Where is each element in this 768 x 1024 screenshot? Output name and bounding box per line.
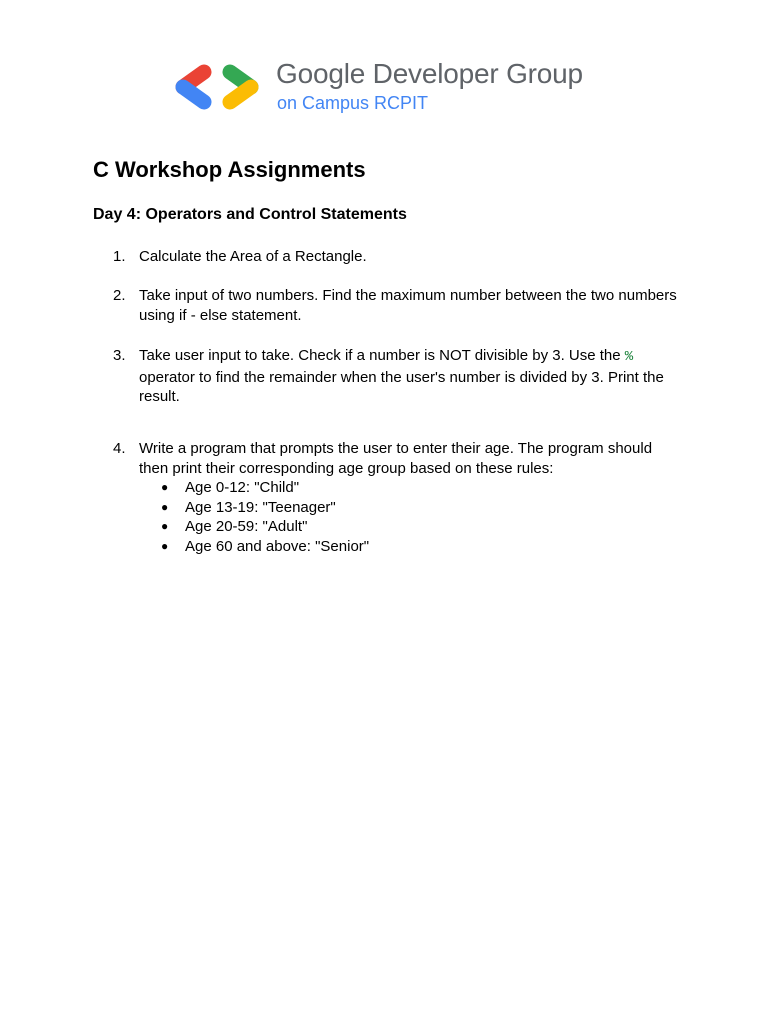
item-text: Write a program that prompts the user to enter their age. The program should then print their corresponding age group based on these rules: xyxy=(139,440,653,477)
header xyxy=(171,58,611,114)
list-item xyxy=(113,346,683,407)
item-number: 2. xyxy=(113,287,126,304)
item-number: 3. xyxy=(113,347,126,364)
bullet-text: Age 0-12: "Child" xyxy=(185,479,300,496)
item-text-after: operator to find the remainder when the user's number is divided by 3. Print the result. xyxy=(139,368,664,405)
brand-title: Google Developer Group xyxy=(276,58,583,89)
item-text: Calculate the Area of a Rectangle. xyxy=(139,248,367,265)
section-heading: Day 4: Operators and Control Statements xyxy=(93,206,407,223)
bullet-text: Age 13-19: "Teenager" xyxy=(185,498,336,516)
brand-subtitle: on Campus RCPIT xyxy=(277,93,429,113)
age-group-list xyxy=(139,478,683,556)
bullet-item xyxy=(139,537,683,557)
item-number: 4. xyxy=(113,440,126,457)
page-title: C Workshop Assignments xyxy=(93,157,366,182)
bullet-item xyxy=(139,517,683,537)
bullet-icon: ● xyxy=(161,538,169,553)
list-item xyxy=(113,439,683,556)
bullet-icon: ● xyxy=(161,499,169,514)
item-number: 1. xyxy=(113,248,126,265)
gdg-logo-icon xyxy=(171,62,263,112)
bullet-item xyxy=(139,478,683,498)
bullet-text: Age 60 and above: "Senior" xyxy=(185,537,370,555)
modulo-operator-code: % xyxy=(624,349,634,365)
item-text: Take input of two numbers. Find the maximum number between the two numbers using if - else statement. xyxy=(139,287,677,324)
item-text xyxy=(139,346,683,407)
bullet-text: Age 20-59: "Adult" xyxy=(185,518,308,535)
item-text-before: Take user input to take. Check if a number is NOT divisible by 3. Use the xyxy=(139,347,625,364)
list-item xyxy=(113,286,683,325)
bullet-icon: ● xyxy=(161,480,169,494)
bullet-icon: ● xyxy=(161,519,169,533)
list-item xyxy=(113,247,683,267)
bullet-item xyxy=(139,498,683,518)
